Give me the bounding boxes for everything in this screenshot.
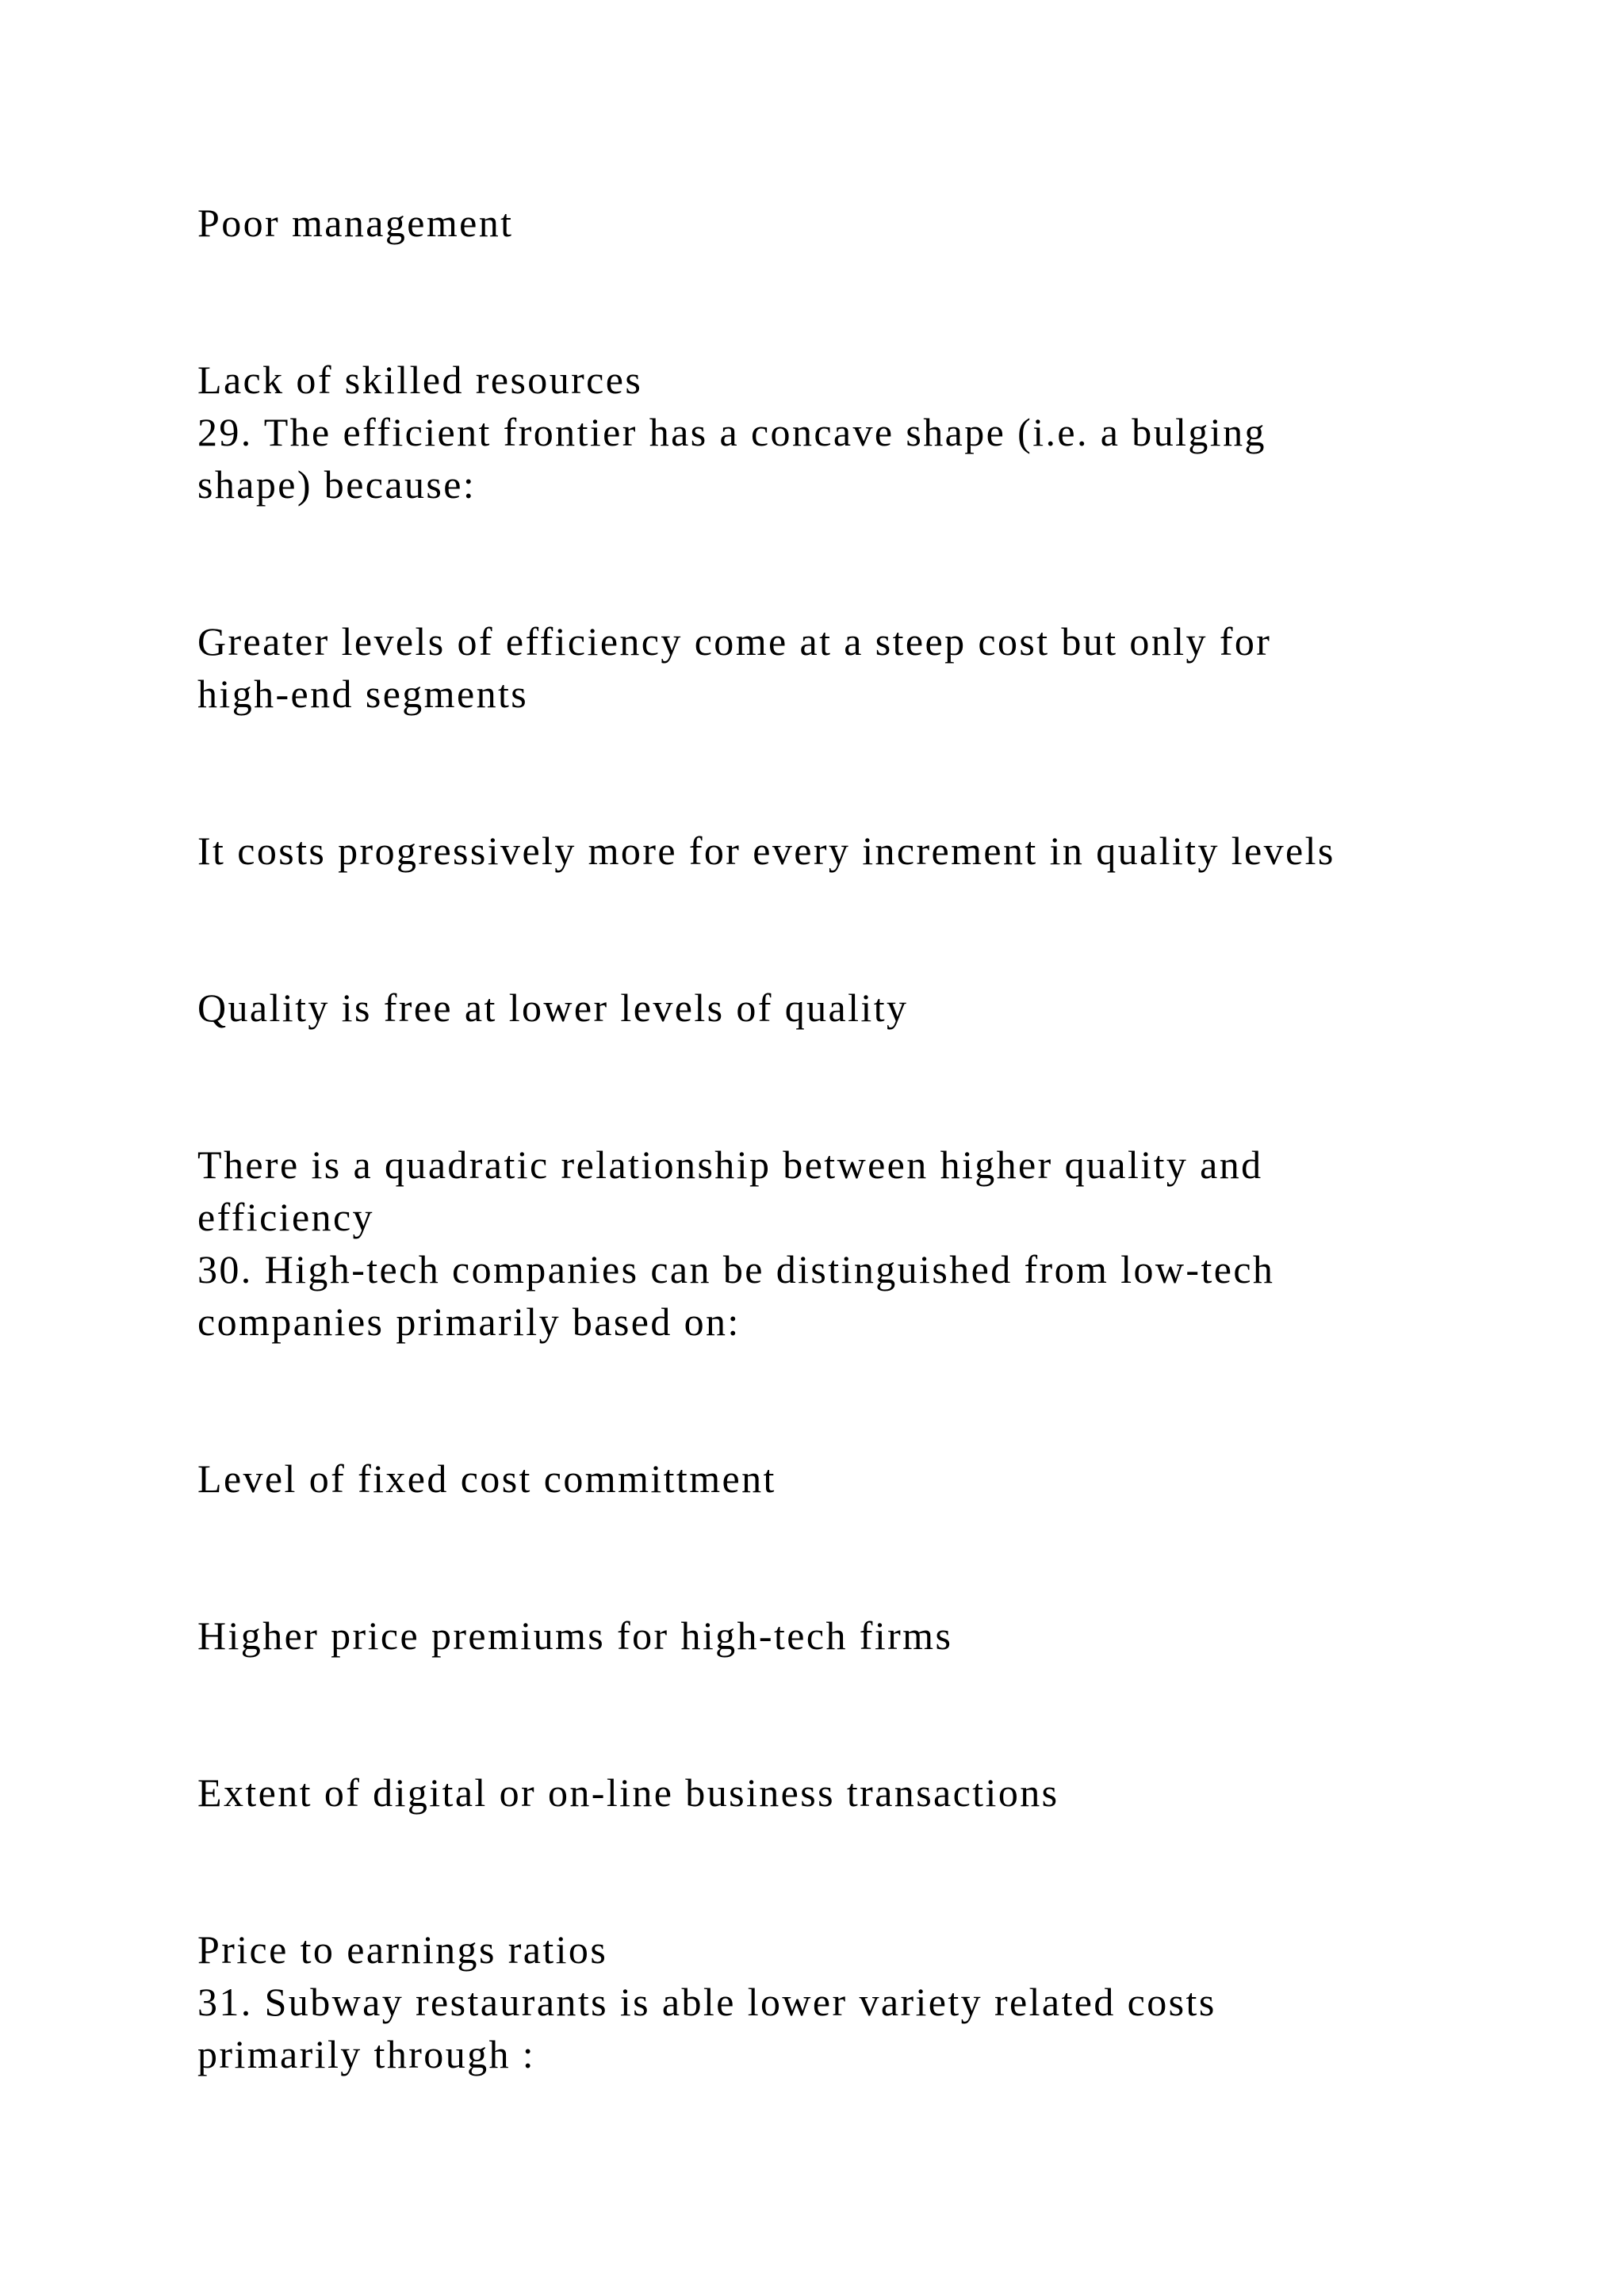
option-price-to-earnings: Price to earnings ratios <box>197 1927 608 1972</box>
option-greater-efficiency-line-2: high-end segments <box>197 672 529 716</box>
question-31-line-2: primarily through : <box>197 2032 536 2076</box>
question-29-line-2: shape) because: <box>197 462 477 507</box>
option-lack-of-skilled-resources: Lack of skilled resources <box>197 358 643 402</box>
option-digital-transactions: Extent of digital or on-line business transactions <box>197 1770 1059 1815</box>
question-30-line-1: 30. High-tech companies can be distinguished from low-tech <box>197 1247 1275 1292</box>
option-greater-efficiency-line-1: Greater levels of efficiency come at a steep cost but only for <box>197 619 1272 664</box>
option-price-premiums: Higher price premiums for high-tech firms <box>197 1613 953 1658</box>
option-quadratic-line-2: efficiency <box>197 1195 374 1239</box>
option-quadratic-line-1: There is a quadratic relationship between higher quality and <box>197 1142 1263 1187</box>
question-31-line-1: 31. Subway restaurants is able lower variety related costs <box>197 1980 1216 2024</box>
option-progressive-cost: It costs progressively more for every increment in quality levels <box>197 828 1335 873</box>
question-30-line-2: companies primarily based on: <box>197 1299 741 1344</box>
option-fixed-cost: Level of fixed cost committment <box>197 1456 776 1501</box>
question-29-line-1: 29. The efficient frontier has a concave shape (i.e. a bulging <box>197 410 1266 454</box>
option-poor-management: Poor management <box>197 201 514 245</box>
option-quality-is-free: Quality is free at lower levels of quality <box>197 985 909 1030</box>
